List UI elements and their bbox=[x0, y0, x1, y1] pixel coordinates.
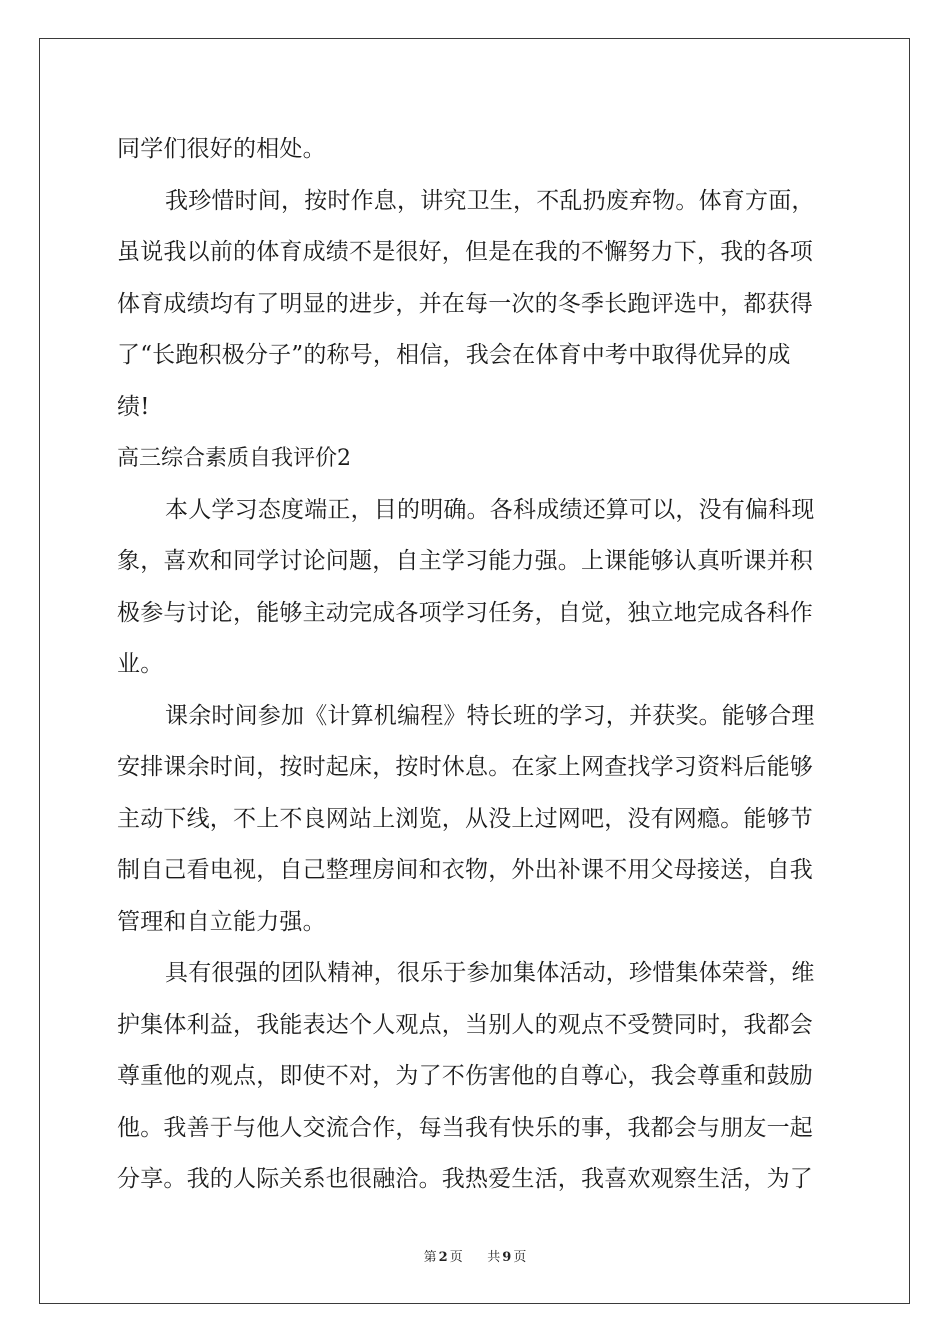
page-suffix: 页 bbox=[449, 1250, 463, 1265]
text-line: 本人学习态度端正，目的明确。各科成绩还算可以，没有偏科现 bbox=[165, 496, 815, 523]
total-suffix: 页 bbox=[513, 1250, 527, 1265]
text-line: 具有很强的团队精神，很乐于参加集体活动，珍惜集体荣誉，维 bbox=[165, 960, 815, 986]
total-pages-indicator bbox=[485, 1250, 528, 1265]
text-line: 课余时间参加《计算机编程》特长班的学习，并获奖。能够合理 bbox=[165, 702, 815, 729]
page-prefix: 第 bbox=[423, 1250, 437, 1265]
text-line: 护集体利益，我能表达个人观点，当别人的观点不受赞同时，我都会 bbox=[117, 1011, 813, 1038]
text-line: 制自己看电视，自己整理房间和衣物，外出补课不用父母接送，自我 bbox=[117, 857, 813, 883]
page-indicator bbox=[422, 1250, 465, 1265]
text-line: 虽说我以前的体育成绩不是很好，但是在我的不懈努力下，我的各项 bbox=[117, 239, 813, 265]
text-line: 同学们很好的相处。 bbox=[117, 136, 326, 162]
text-line: 安排课余时间，按时起床，按时休息。在家上网查找学习资料后能够 bbox=[117, 754, 813, 780]
text-line: 象，喜欢和同学讨论问题，自主学习能力强。上课能够认真听课并积 bbox=[117, 548, 813, 574]
section-heading: 高三综合素质自我评价2 bbox=[117, 446, 351, 471]
text-line: 极参与讨论，能够主动完成各项学习任务，自觉，独立地完成各科作 bbox=[117, 599, 813, 626]
text-line: 体育成绩均有了明显的进步，并在每一次的冬季长跑评选中，都获得 bbox=[117, 290, 813, 317]
text-line: 他。我善于与他人交流合作，每当我有快乐的事，我都会与朋友一起 bbox=[117, 1114, 813, 1141]
total-pages: 9 bbox=[502, 1250, 512, 1265]
page-footer bbox=[0, 1246, 950, 1265]
page-number: 2 bbox=[438, 1250, 448, 1265]
text-line: 业。 bbox=[117, 651, 164, 677]
text-line: 管理和自立能力强。 bbox=[117, 908, 326, 935]
text-line: 绩! bbox=[117, 393, 150, 420]
text-line: 主动下线，不上不良网站上浏览，从没上过网吧，没有网瘾。能够节 bbox=[117, 805, 813, 832]
document-body bbox=[117, 124, 837, 1206]
text-line: 了“长跑积极分子”的称号，相信，我会在体育中考中取得优异的成 bbox=[117, 342, 791, 368]
text-line: 我珍惜时间，按时作息，讲究卫生，不乱扔废弃物。体育方面， bbox=[165, 187, 815, 214]
total-prefix: 共 bbox=[487, 1250, 501, 1265]
text-line: 分享。我的人际关系也很融洽。我热爱生活，我喜欢观察生活，为了 bbox=[117, 1166, 813, 1192]
text-line: 尊重他的观点，即使不对，为了不伤害他的自尊心，我会尊重和鼓励 bbox=[117, 1063, 813, 1089]
